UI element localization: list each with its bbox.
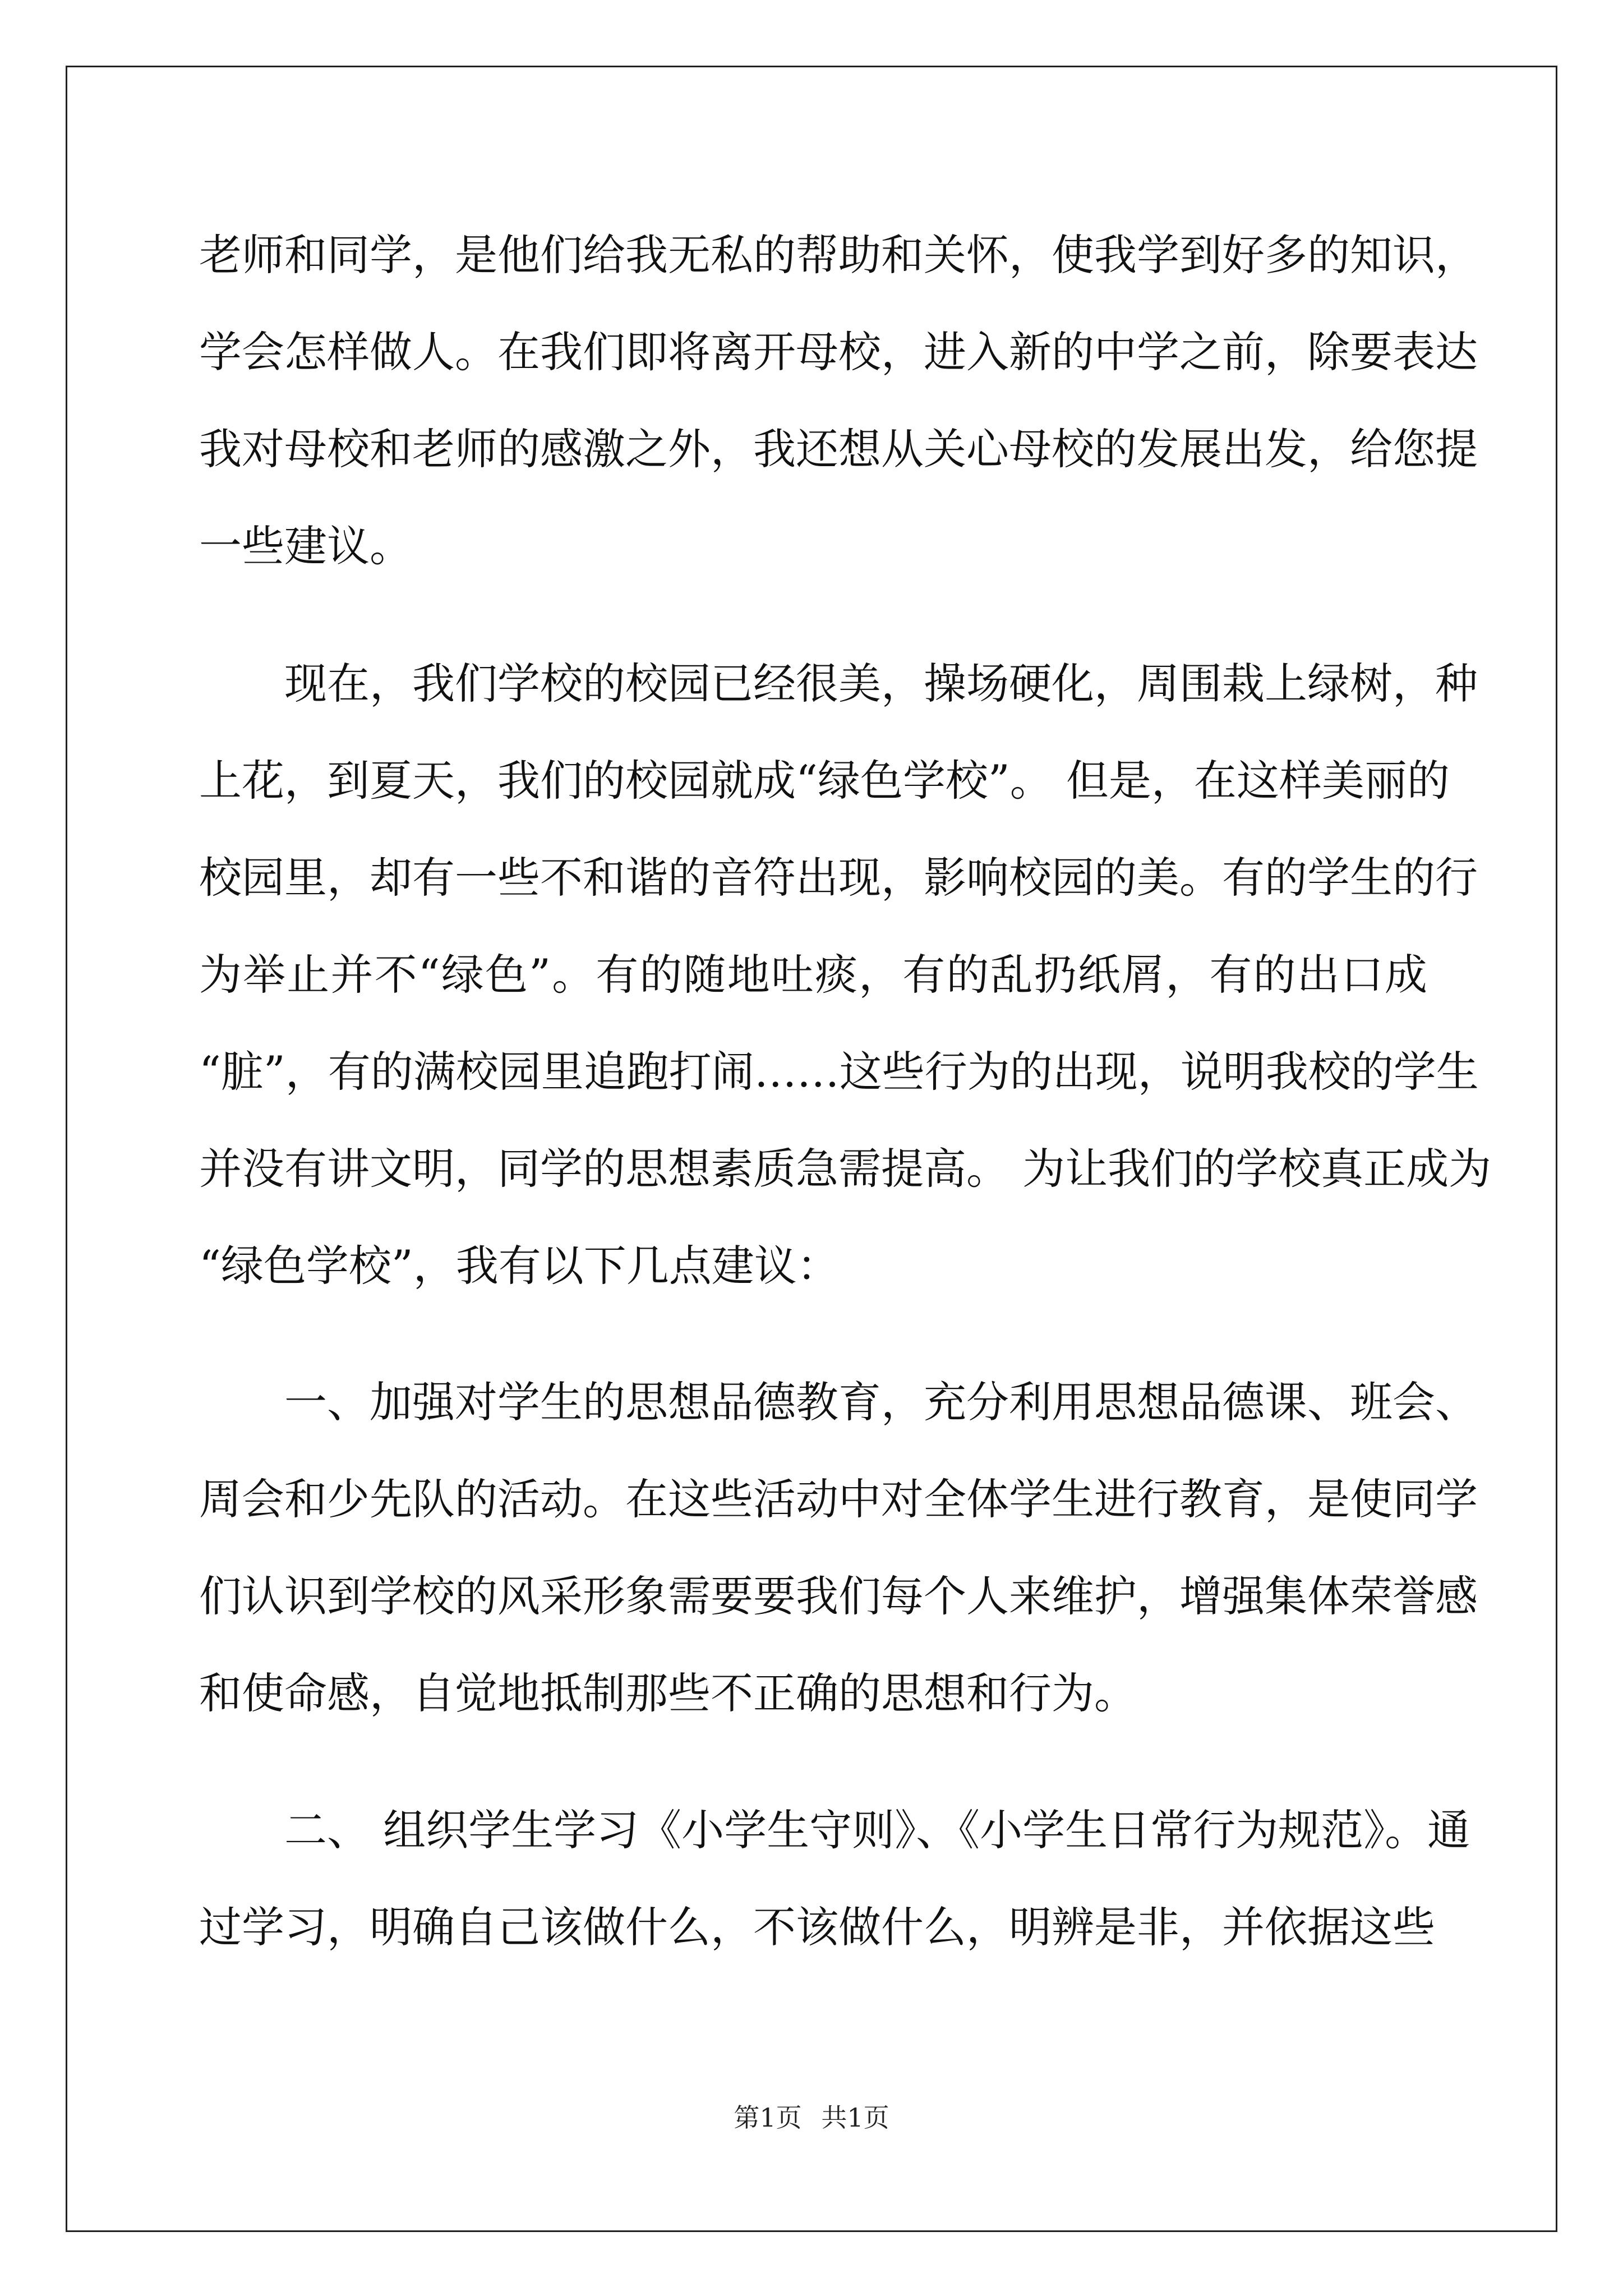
text-line-9: “脏”，有的满校园里追跑打闹……这些行为的出现，说明我校的学生 xyxy=(199,1047,1479,1097)
text-line-1: 老师和同学，是他们给我无私的帮助和关怀，使我学到好多的知识， xyxy=(199,230,1478,280)
page-total: 共1页 xyxy=(821,2102,889,2133)
text-line-15: 和使命感，自觉地抵制那些不正确的思想和行为。 xyxy=(199,1668,1137,1718)
text-line-13: 周会和少先队的活动。在这些活动中对全体学生进行教育，是使同学 xyxy=(199,1474,1478,1524)
page-number: 第1页 xyxy=(734,2102,802,2133)
text-line-2: 学会怎样做人。在我们即将离开母校，进入新的中学之前，除要表达 xyxy=(199,327,1478,377)
text-line-12: 一、加强对学生的思想品德教育，充分利用思想品德课、班会、 xyxy=(284,1377,1478,1427)
text-line-10: 并没有讲文明，同学的思想素质急需提高。 为让我们的学校真正成为 xyxy=(199,1144,1492,1194)
text-line-16: 二、 组织学生学习《小学生守则》、《小学生日常行为规范》。通 xyxy=(284,1805,1470,1855)
text-line-4: 一些建议。 xyxy=(199,521,412,571)
text-line-7: 校园里，却有一些不和谐的音符出现，影响校园的美。有的学生的行 xyxy=(199,853,1478,903)
page-footer xyxy=(0,2095,1623,2140)
text-line-17: 过学习，明确自己该做什么，不该做什么，明辨是非，并依据这些 xyxy=(199,1902,1435,1952)
text-line-11: “绿色学校”，我有以下几点建议： xyxy=(199,1241,840,1291)
text-line-5: 现在，我们学校的校园已经很美，操场硬化，周围栽上绿树，种 xyxy=(284,659,1478,708)
text-line-3: 我对母校和老师的感激之外，我还想从关心母校的发展出发，给您提 xyxy=(199,424,1478,474)
text-line-8: 为举止并不“绿色”。有的随地吐痰，有的乱扔纸屑，有的出口成 xyxy=(199,950,1427,1000)
text-line-14: 们认识到学校的风采形象需要要我们每个人来维护，增强集体荣誉感 xyxy=(199,1571,1478,1621)
text-line-6: 上花，到夏天，我们的校园就成“绿色学校”。 但是，在这样美丽的 xyxy=(199,756,1450,806)
